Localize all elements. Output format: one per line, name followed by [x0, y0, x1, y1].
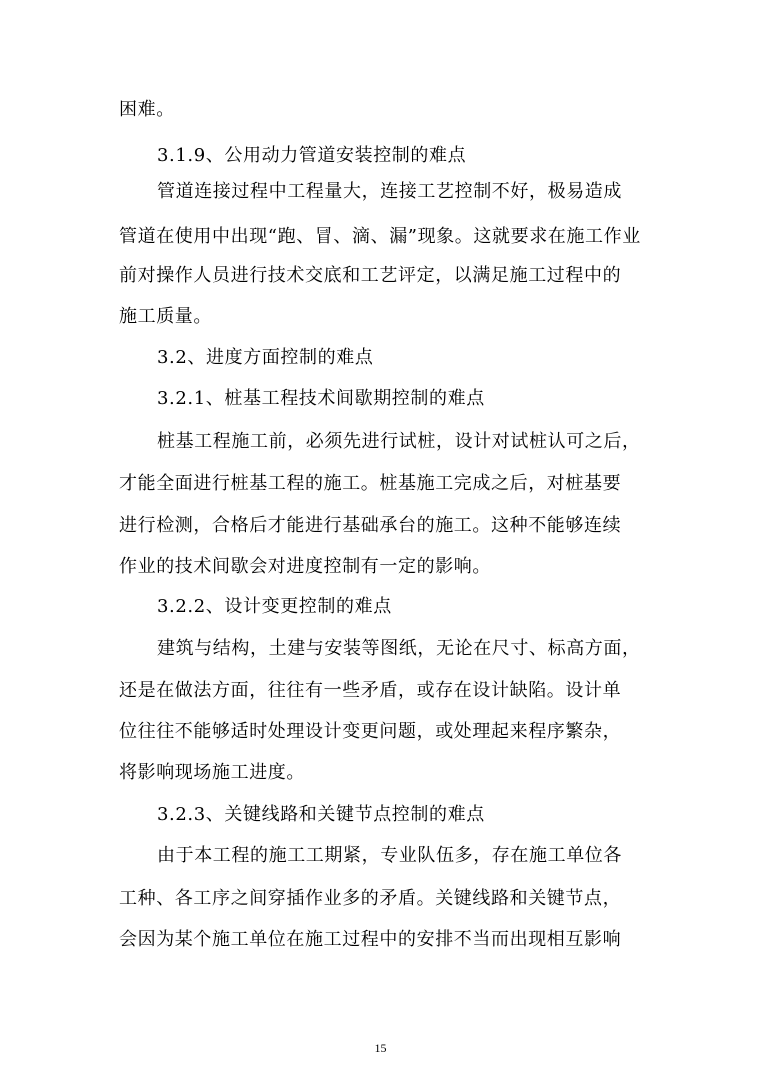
- body-text-line: 管道连接过程中工程量大，连接工艺控制不好，极易造成: [157, 181, 622, 202]
- body-text-line: 将影响现场施工进度。: [119, 762, 305, 783]
- section-heading-3-1-9: 3.1.9、公用动力管道安装控制的难点: [157, 145, 467, 166]
- body-text-line: 才能全面进行桩基工程的施工。桩基施工完成之后，对桩基要: [119, 473, 622, 494]
- body-text-line: 施工质量。: [119, 306, 212, 327]
- body-text-line: 桩基工程施工前，必须先进行试桩，设计对试桩认可之后，: [157, 431, 641, 452]
- page-number: 15: [374, 1041, 387, 1055]
- section-heading-3-2-2: 3.2.2、设计变更控制的难点: [157, 596, 392, 617]
- body-text-line: 前对操作人员进行技术交底和工艺评定，以满足施工过程中的: [119, 265, 622, 286]
- section-heading-3-2-3: 3.2.3、关键线路和关键节点控制的难点: [157, 804, 485, 825]
- body-text-line: 还是在做法方面，往往有一些矛盾，或存在设计缺陷。设计单: [119, 680, 622, 701]
- section-heading-3-2-1: 3.2.1、桩基工程技术间歇期控制的难点: [157, 388, 485, 409]
- body-text-line: 位往往不能够适时处理设计变更问题，或处理起来程序繁杂，: [119, 721, 622, 742]
- body-text-line: 管道在使用中出现“跑、冒、滴、漏”现象。这就要求在施工作业: [119, 226, 641, 247]
- body-text-line: 建筑与结构，土建与安装等图纸，无论在尺寸、标高方面，: [157, 638, 641, 659]
- body-text-line: 工种、各工序之间穿插作业多的矛盾。关键线路和关键节点，: [119, 888, 622, 909]
- body-text-line: 进行检测，合格后才能进行基础承台的施工。这种不能够连续: [119, 515, 622, 536]
- body-text-line: 困难。: [119, 99, 175, 120]
- body-text-line: 作业的技术间歇会对进度控制有一定的影响。: [119, 556, 491, 577]
- body-text-line: 会因为某个施工单位在施工过程中的安排不当而出现相互影响: [119, 929, 622, 950]
- body-text-line: 由于本工程的施工工期紧，专业队伍多，存在施工单位各: [157, 845, 622, 866]
- section-heading-3-2: 3.2、进度方面控制的难点: [157, 347, 374, 368]
